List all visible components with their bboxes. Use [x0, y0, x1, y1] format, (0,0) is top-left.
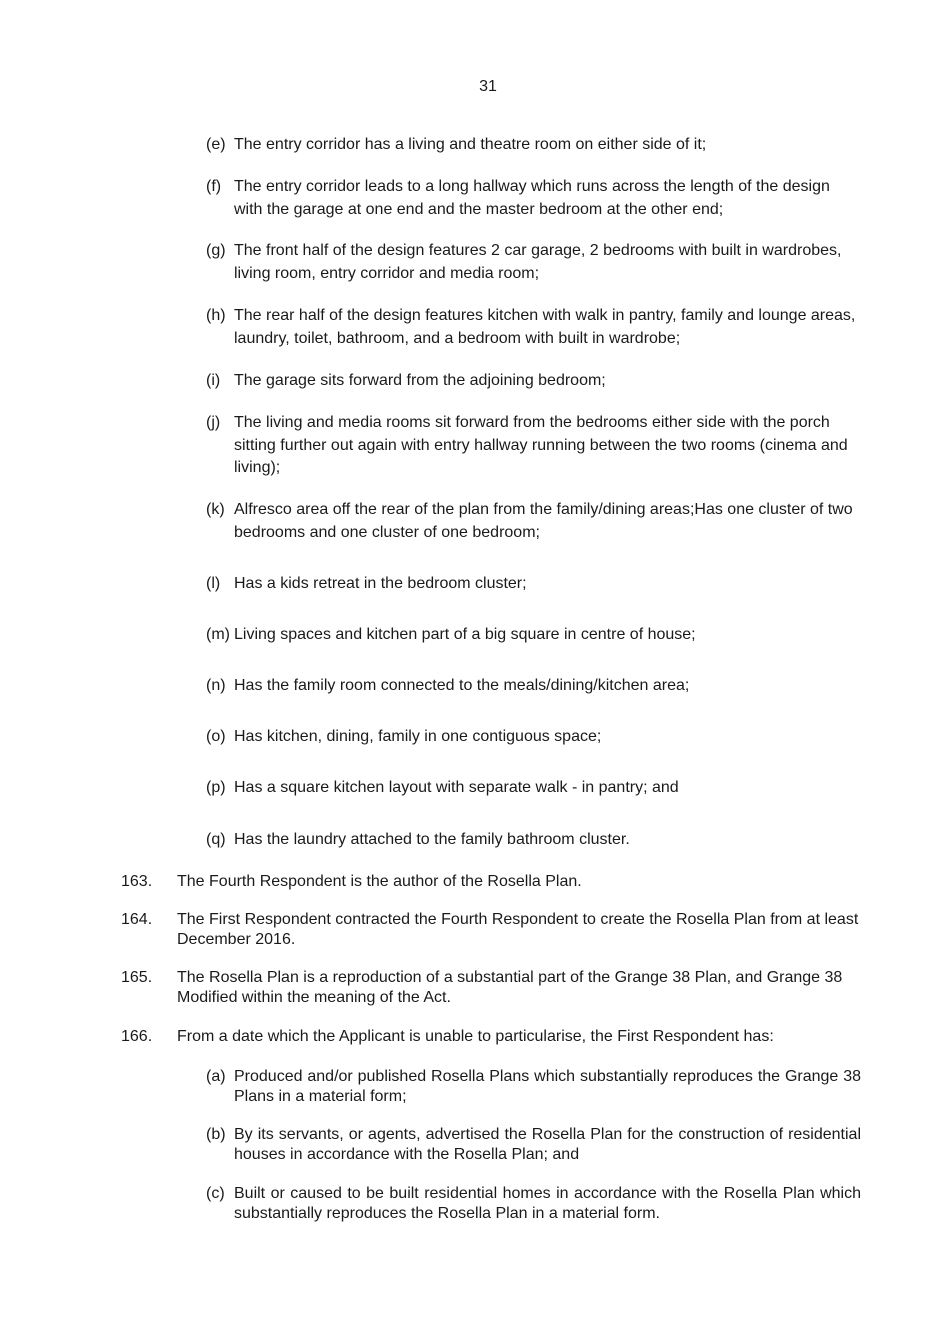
- list-item-m: [206, 624, 861, 647]
- item-label: (h): [206, 307, 226, 324]
- list-item-h: [206, 305, 861, 350]
- item-text: The rear half of the design features kitchen with walk in pantry, family and lounge areas, laundry, toilet, bathroom, and a bedroom with built in wardrobe;: [234, 307, 856, 347]
- item-label: (c): [206, 1185, 225, 1202]
- list-item-i: [206, 370, 861, 393]
- list-item-q: [206, 829, 861, 852]
- list-item-o: [206, 726, 861, 749]
- item-text: Has a kids retreat in the bedroom cluster;: [234, 575, 527, 592]
- item-text: The living and media rooms sit forward from the bedrooms either side with the porch sitting further out again with entry hallway running between the two rooms (cinema and living);: [234, 414, 848, 476]
- item-text: Built or caused to be built residential homes in accordance with the Rosella Plan which substantially reproduces the Rosella Plan in a material form.: [234, 1185, 861, 1222]
- paragraph-number: 163.: [121, 873, 153, 890]
- list-item-e: [206, 134, 861, 157]
- paragraph-number: 166.: [121, 1028, 153, 1045]
- item-label: (l): [206, 575, 221, 592]
- paragraph-number: 164.: [121, 911, 153, 928]
- item-label: (o): [206, 728, 226, 745]
- paragraph-165: [121, 968, 861, 1008]
- item-label: (b): [206, 1126, 226, 1143]
- item-label: (k): [206, 501, 225, 518]
- list-item-c: [206, 1184, 861, 1224]
- list-item-j: [206, 412, 861, 480]
- item-text: The front half of the design features 2 car garage, 2 bedrooms with built in wardrobes, living room, entry corridor and media room;: [234, 242, 842, 282]
- item-label: (g): [206, 242, 226, 259]
- item-text: The entry corridor leads to a long hallway which runs across the length of the design with the garage at one end and the master bedroom at the other end;: [234, 178, 830, 218]
- item-label: (m): [206, 626, 230, 643]
- list-item-a: [206, 1067, 861, 1107]
- item-text: Alfresco area off the rear of the plan from the family/dining areas;Has one cluster of two bedrooms and one cluster of one bedroom;: [234, 501, 853, 541]
- paragraph-text: From a date which the Applicant is unable to particularise, the First Respondent has:: [177, 1028, 774, 1045]
- item-label: (q): [206, 831, 226, 848]
- item-label: (a): [206, 1068, 226, 1085]
- paragraph-166: [121, 1027, 861, 1047]
- item-label: (f): [206, 178, 222, 195]
- paragraph-164: [121, 910, 861, 950]
- item-text: Has the family room connected to the meals/dining/kitchen area;: [234, 677, 690, 694]
- paragraph-number: 165.: [121, 969, 153, 986]
- list-item-p: [206, 777, 861, 800]
- item-text: By its servants, or agents, advertised the Rosella Plan for the construction of residential houses in accordance with the Rosella Plan; and: [234, 1126, 861, 1163]
- item-label: (p): [206, 779, 226, 796]
- list-item-g: [206, 240, 861, 285]
- item-text: Has the laundry attached to the family bathroom cluster.: [234, 831, 630, 848]
- paragraph-text: The Fourth Respondent is the author of the Rosella Plan.: [177, 873, 582, 890]
- item-label: (e): [206, 136, 226, 153]
- item-label: (i): [206, 372, 221, 389]
- item-text: Has kitchen, dining, family in one contiguous space;: [234, 728, 602, 745]
- item-text: Has a square kitchen layout with separate walk - in pantry; and: [234, 779, 679, 796]
- list-item-k: [206, 499, 861, 544]
- item-text: The garage sits forward from the adjoining bedroom;: [234, 372, 606, 389]
- list-item-b: [206, 1125, 861, 1165]
- item-text: Living spaces and kitchen part of a big square in centre of house;: [234, 626, 696, 643]
- item-label: (j): [206, 414, 221, 431]
- paragraph-text: The Rosella Plan is a reproduction of a substantial part of the Grange 38 Plan, and Grange 38 Modified within the meaning of the Act.: [177, 969, 843, 1006]
- list-item-f: [206, 176, 861, 221]
- item-label: (n): [206, 677, 226, 694]
- list-item-l: [206, 573, 861, 596]
- paragraph-text: The First Respondent contracted the Fourth Respondent to create the Rosella Plan from at least December 2016.: [177, 911, 859, 948]
- paragraph-163: [121, 872, 861, 892]
- item-text: Produced and/or published Rosella Plans which substantially reproduces the Grange 38 Plans in a material form;: [234, 1068, 861, 1105]
- item-text: The entry corridor has a living and theatre room on either side of it;: [234, 136, 707, 153]
- page-number: 31: [479, 78, 497, 95]
- list-item-n: [206, 675, 861, 698]
